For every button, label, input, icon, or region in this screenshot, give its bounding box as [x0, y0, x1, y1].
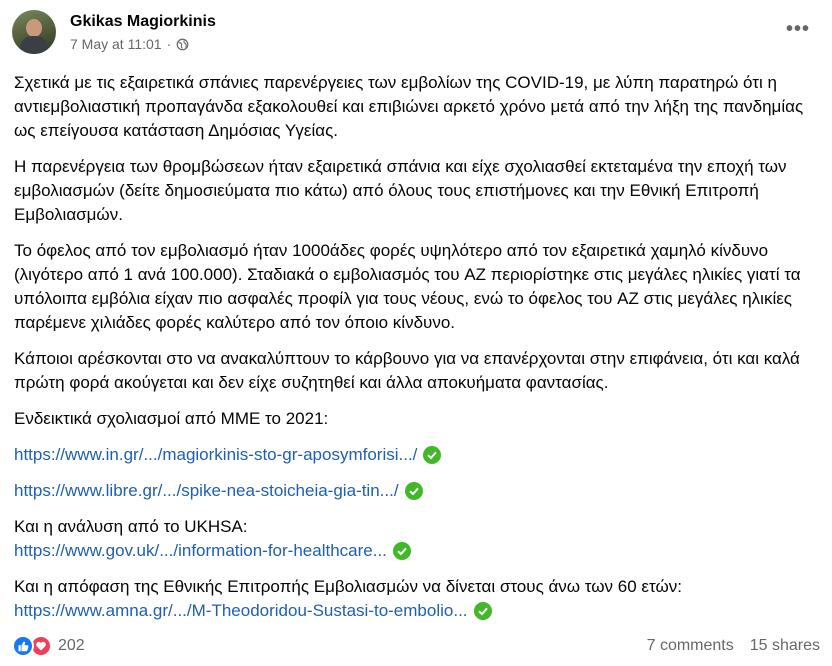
avatar[interactable] — [12, 10, 56, 54]
reactions-count: 202 — [58, 637, 85, 654]
shares-count[interactable]: 15 shares — [749, 637, 820, 654]
paragraph-3: Το όφελος από τον εμβολιασμό ήταν 1000άδες φορές υψηλότερο από τον εξαιρετικά χαμηλό κίνδυνο (λιγότερο από 1 ανά 100.000). Σταδιακά ο εμβολιασμός του AZ περιορίστηκε στις μεγάλες ηλικίες γιατί τα υπόλοιπα εμβόλια είχαν πιο ασφαλές προφίλ για τους νέους, ενώ το όφελος του AZ στις μεγάλες ηλικίες παρέμενε χιλιάδες φορές καλύτερο από τον όποιο κίνδυνο. — [14, 241, 801, 332]
link-gov-uk[interactable] — [14, 539, 411, 563]
verified-check-icon — [405, 482, 423, 500]
link-row-1 — [14, 443, 820, 467]
paragraph-4: Κάποιοι αρέσκονται στο να ανακαλύπτουν το κάρβουνο για να επανέρχονται στην επιφάνεια, ότι και καλά πρώτη φορά ακούγεται και δεν είχε συζητηθεί και άλλα αποκυήματα φαντασίας. — [14, 349, 800, 392]
like-reaction-icon — [12, 635, 34, 657]
paragraph-1: Σχετικά με τις εξαιρετικά σπάνιες παρενέργειες των εμβολίων της COVID-19, με λύπη παρατηρώ ότι η αντιεμβολιαστική προπαγάνδα εξακολουθεί και επιβιώνει αρκετό χρόνο μετά από την λήξη της πανδημίας ως επείγουσα κατάσταση Δημόσιας Υγείας. — [14, 73, 804, 140]
media-label: Ενδεικτικά σχολιασμοί από ΜΜΕ το 2021: — [14, 409, 329, 428]
timestamp[interactable]: 7 May at 11:01 — [70, 36, 162, 52]
verified-check-icon — [423, 446, 441, 464]
ukhsa-label: Και η ανάλυση από το UKHSA: — [14, 517, 248, 536]
link-row-2 — [14, 479, 820, 503]
link-amna-gr-text: https://www.amna.gr/.../M-Theodoridou-Sustasi-to-embolio... — [14, 601, 468, 620]
more-options-icon[interactable]: ••• — [785, 18, 810, 40]
link-in-gr-text: https://www.in.gr/.../magiorkinis-sto-gr-aposymforisi.../ — [14, 445, 418, 464]
timestamp-row: 7 May at 11:01 · — [70, 36, 216, 52]
post-header — [12, 10, 216, 54]
author-name[interactable]: Gkikas Magiorkinis — [70, 13, 216, 30]
comments-count[interactable]: 7 comments — [646, 637, 734, 654]
reactions-summary[interactable] — [12, 635, 85, 657]
link-in-gr[interactable] — [14, 443, 441, 467]
verified-check-icon — [393, 542, 411, 560]
verified-check-icon — [474, 602, 492, 620]
link-amna-gr[interactable] — [14, 599, 492, 623]
committee-block — [14, 575, 820, 623]
link-libre-gr[interactable] — [14, 479, 423, 503]
link-gov-uk-text: https://www.gov.uk/.../information-for-healthcare... — [14, 541, 387, 560]
post-footer — [12, 634, 820, 658]
post-meta — [70, 12, 216, 52]
ukhsa-block — [14, 515, 820, 563]
globe-icon — [176, 38, 189, 51]
avatar-body — [20, 36, 48, 54]
link-libre-gr-text: https://www.libre.gr/.../spike-nea-stoicheia-gia-tin.../ — [14, 481, 399, 500]
paragraph-2: Η παρενέργεια των θρομβώσεων ήταν εξαιρετικά σπάνια και είχε σχολιασθεί εκτεταμένα την εποχή των εμβολιασμών (δείτε δημοσιεύματα πιο κάτω) από όλους τους επιστήμονες και την Εθνική Επιτροπή Εμβολιασμών. — [14, 157, 787, 224]
committee-label: Και η απόφαση της Εθνικής Επιτροπής Εμβολιασμών να δίνεται στους άνω των 60 ετών: — [14, 577, 682, 596]
post-body — [14, 71, 820, 635]
avatar-head — [26, 19, 42, 37]
engagement-stats — [647, 637, 820, 655]
